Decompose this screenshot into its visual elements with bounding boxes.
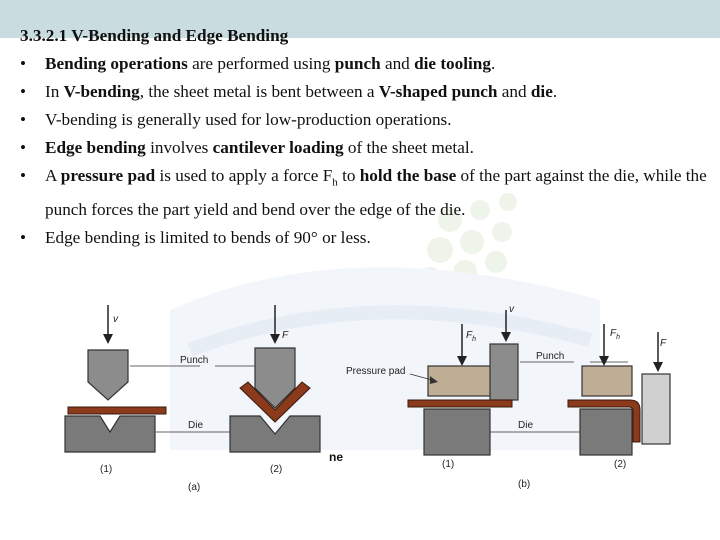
bullet-item bbox=[20, 162, 710, 224]
bullet-text: h bbox=[332, 176, 338, 189]
bullet-text: A bbox=[45, 166, 61, 185]
edge-punch-shape bbox=[490, 344, 518, 400]
bullet-dot: • bbox=[20, 138, 27, 157]
die-label: Die bbox=[188, 420, 204, 431]
bullet-dot: • bbox=[20, 228, 27, 248]
pressure-pad-label: Pressure pad bbox=[346, 366, 406, 377]
step-2-label: (2) bbox=[270, 464, 283, 475]
bullet-emphasis: Edge bending bbox=[45, 138, 146, 157]
v-bending-step-1 bbox=[65, 305, 166, 475]
force-label: F bbox=[282, 330, 289, 341]
step-2-label-b: (2) bbox=[614, 459, 627, 470]
bullet-dot: • bbox=[20, 166, 27, 185]
bullet-item bbox=[20, 134, 710, 162]
pad-force-label-2: $F_h$ bbox=[610, 328, 621, 341]
edge-bending-step-2 bbox=[568, 324, 670, 470]
bullet-list bbox=[20, 50, 710, 252]
bullet-dot: • bbox=[20, 54, 27, 73]
bullet-text: and bbox=[380, 54, 415, 73]
v-bending-step-2 bbox=[230, 305, 320, 475]
stray-text-fragment: ne bbox=[329, 450, 344, 464]
bullet-text: In bbox=[45, 82, 64, 101]
bullet-emphasis: pressure pad bbox=[60, 166, 156, 185]
punch-label-b: Punch bbox=[536, 351, 565, 362]
bullet-text: are performed using bbox=[187, 54, 335, 73]
die-label-b: Die bbox=[518, 420, 534, 431]
bullet-text: involves bbox=[145, 138, 213, 157]
force-label-b: F bbox=[660, 338, 667, 349]
bullet-text: . bbox=[552, 82, 558, 101]
bullet-emphasis: hold the base bbox=[359, 166, 457, 185]
punch-label: Punch bbox=[180, 355, 209, 366]
edge-punch-shape-lowered bbox=[642, 374, 670, 444]
bullet-item bbox=[20, 78, 710, 106]
bullet-item bbox=[20, 50, 710, 78]
sheet-metal-flat-b bbox=[408, 400, 512, 407]
bullet-dot: • bbox=[20, 82, 27, 101]
sheet-metal-flat bbox=[68, 407, 166, 414]
velocity-label: v bbox=[113, 314, 118, 325]
bullet-text: of the part against the die, while the punch forces the part yield and bend over the edge of the die. bbox=[45, 166, 707, 220]
step-1-label-b: (1) bbox=[442, 459, 455, 470]
bullet-emphasis: V-bending bbox=[63, 82, 140, 101]
pad-force-label-1: $F_h$ bbox=[466, 330, 477, 343]
bullet-emphasis: punch bbox=[334, 54, 381, 73]
bullet-emphasis: die tooling bbox=[414, 54, 491, 73]
edge-bending-step-1 bbox=[408, 304, 518, 470]
bullet-text: , the sheet metal is bent between a bbox=[139, 82, 379, 101]
bullet-text: . bbox=[490, 54, 496, 73]
bullet-text: of the sheet metal. bbox=[343, 138, 474, 157]
bullet-text: and bbox=[497, 82, 531, 101]
bullet-emphasis: die bbox=[530, 82, 553, 101]
slide-text bbox=[20, 22, 710, 252]
slide-title: 3.3.2.1 V-Bending and Edge Bending bbox=[20, 26, 289, 45]
bullet-item bbox=[20, 224, 710, 252]
velocity-label-b: v bbox=[509, 304, 514, 315]
figure-a-caption: (a) bbox=[188, 482, 201, 493]
figure-v-bending bbox=[60, 300, 335, 495]
step-1-label: (1) bbox=[100, 464, 113, 475]
bullet-text: Edge bending is limited to bends of 90° or less. bbox=[45, 228, 371, 248]
bullet-emphasis: Bending operations bbox=[45, 54, 188, 73]
v-die-shape bbox=[65, 416, 155, 452]
pressure-pad-shape-2 bbox=[582, 366, 632, 396]
edge-die-shape bbox=[424, 409, 490, 455]
bullet-text: V-bending is generally used for low-production operations. bbox=[45, 110, 452, 129]
v-punch-shape bbox=[88, 350, 128, 400]
bullet-emphasis: cantilever loading bbox=[212, 138, 344, 157]
bullet-text: is used to apply a force F bbox=[155, 166, 333, 185]
bullet-emphasis: V-shaped punch bbox=[378, 82, 498, 101]
figure-edge-bending bbox=[342, 292, 712, 497]
edge-die-shape-2 bbox=[580, 409, 632, 455]
bullet-item bbox=[20, 106, 710, 134]
bullet-text: to bbox=[337, 166, 360, 185]
bullet-dot: • bbox=[20, 110, 27, 129]
figure-b-caption: (b) bbox=[518, 479, 531, 490]
